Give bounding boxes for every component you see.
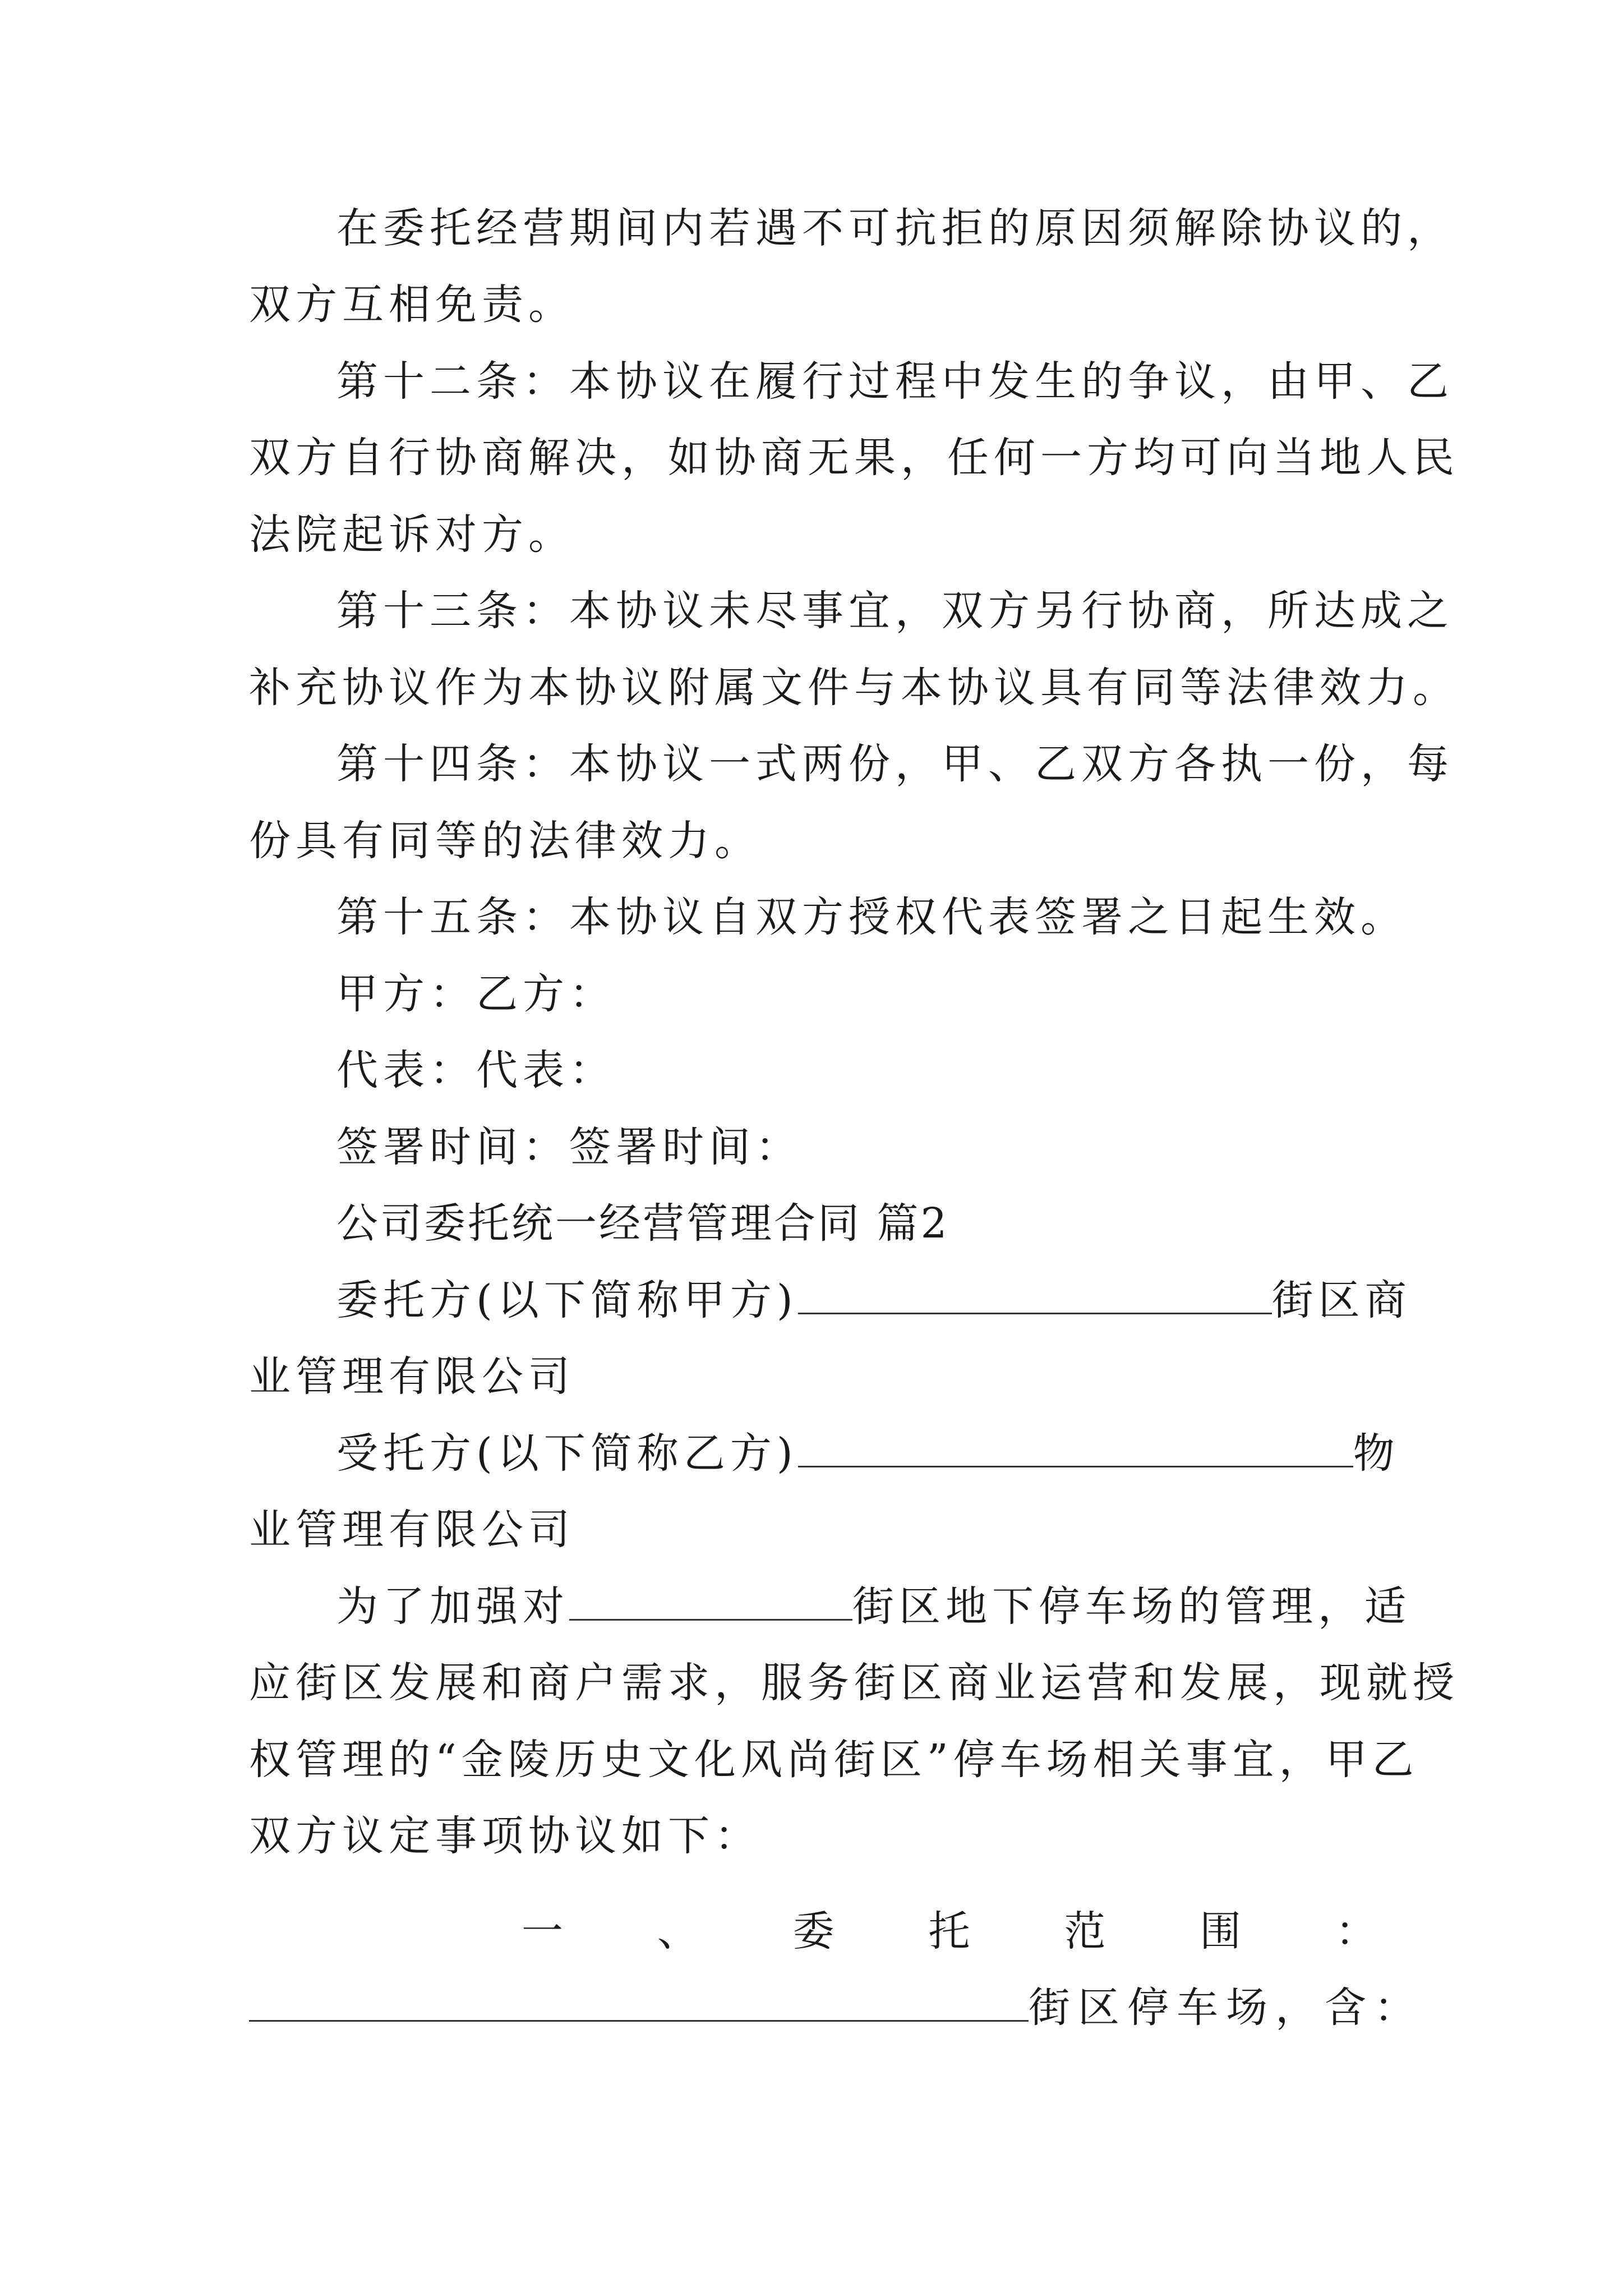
agent-suffix: 物 xyxy=(1353,1429,1400,1478)
intro-line: 应街区发展和商户需求，服务街区商业运营和发展，现就授 xyxy=(249,1659,1459,1707)
client-label: 委托方(以下简称甲方) xyxy=(336,1276,798,1324)
agent-name-blank xyxy=(798,1429,1353,1467)
scope-heading-char: 一 xyxy=(522,1907,568,1955)
paragraph-line: 双方互相免责。 xyxy=(249,280,575,329)
client-party-line xyxy=(336,1272,1412,1328)
article-12-line: 法院起诉对方。 xyxy=(249,510,575,559)
scope-heading xyxy=(522,1903,1382,1959)
client-suffix: 街区商 xyxy=(1271,1276,1412,1324)
client-party-line: 业管理有限公司 xyxy=(249,1352,575,1401)
signature-parties: 甲方：乙方： xyxy=(336,970,616,1018)
client-name-blank xyxy=(798,1276,1272,1314)
scope-line xyxy=(249,1980,1423,2036)
intro-prefix: 为了加强对 xyxy=(336,1582,569,1631)
intro-suffix: 街区地下停车场的管理，适 xyxy=(852,1582,1411,1631)
scope-blank xyxy=(249,1983,1029,2022)
scope-heading-char: ： xyxy=(1335,1907,1382,1955)
scope-heading-char: 围 xyxy=(1200,1907,1247,1955)
article-15-line: 第十五条：本协议自双方授权代表签署之日起生效。 xyxy=(336,893,1407,941)
article-14-line: 第十四条：本协议一式两份，甲、乙双方各执一份，每 xyxy=(336,740,1454,788)
scope-heading-char: 委 xyxy=(792,1907,840,1955)
scope-heading-char: 范 xyxy=(1064,1907,1111,1955)
scope-suffix: 街区停车场，含： xyxy=(1029,1984,1423,2032)
district-name-blank xyxy=(569,1582,852,1621)
agent-party-line: 业管理有限公司 xyxy=(249,1506,575,1554)
article-14-line: 份具有同等的法律效力。 xyxy=(249,817,761,865)
article-13-line: 补充协议作为本协议附属文件与本协议具有同等法律效力。 xyxy=(249,664,1459,712)
scope-heading-char: 、 xyxy=(657,1907,704,1955)
section-title: 公司委托统一经营管理合同 篇2 xyxy=(336,1199,949,1248)
agent-party-line xyxy=(336,1425,1400,1481)
article-12-line: 第十二条：本协议在履行过程中发生的争议，由甲、乙 xyxy=(336,357,1454,406)
agent-label: 受托方(以下简称乙方) xyxy=(336,1429,798,1478)
article-12-line: 双方自行协商解决，如协商无果，任何一方均可向当地人民 xyxy=(249,434,1459,482)
scope-heading-char: 托 xyxy=(928,1907,975,1955)
intro-line: 权管理的“金陵历史文化风尚街区”停车场相关事宜，甲乙 xyxy=(249,1736,1419,1784)
paragraph-line: 在委托经营期间内若遇不可抗拒的原因须解除协议的， xyxy=(336,204,1454,252)
signature-time: 签署时间：签署时间： xyxy=(336,1123,802,1171)
article-13-line: 第十三条：本协议未尽事宜，双方另行协商，所达成之 xyxy=(336,587,1454,635)
intro-line xyxy=(336,1579,1411,1635)
intro-line: 双方议定事项协议如下： xyxy=(249,1812,761,1860)
signature-representatives: 代表：代表： xyxy=(336,1046,616,1094)
